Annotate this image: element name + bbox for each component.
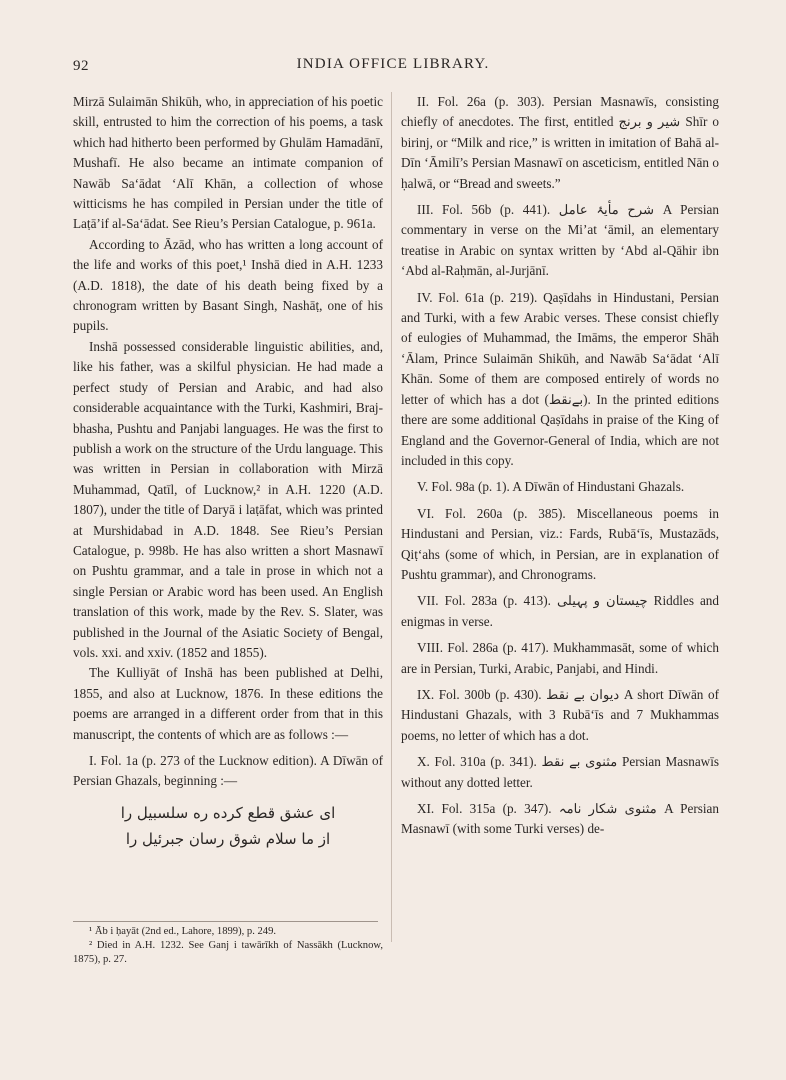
footnote-rule: [73, 921, 378, 922]
catalogue-entry: X. Fol. 310a (p. 341). مثنوی بے نقط Persian Masnawīs without any dotted letter.: [401, 754, 719, 790]
footnote-1: ¹ Āb i ḥayāt (2nd ed., Lahore, 1899), p. 249.: [89, 926, 277, 937]
paragraph: Mirzā Sulaimān Shikūh, who, in appreciation of his poetic skill, entrusted to him the correction of his poems, a task which had hitherto been performed by Ghulām Hamadānī, Mushafī. He also became an intimate companion of Nawāb Sa‘ādat ‘Alī Khān, a collection of whose witticisms he has compiled in Persian under the title of Laṭā’if al-Sa‘ādat. See Rieu’s Persian Catalogue, p. 961a.: [73, 94, 383, 232]
paragraph: According to Āzād, who has written a long account of the life and works of this poet,¹ Inshā died in A.H. 1233 (A.D. 1818), the date of his death being fixed by a chronogram written by Basant Singh, Nashāṭ, one of his pupils.: [73, 236, 383, 334]
page-number: 92: [73, 58, 89, 74]
persian-verse-line-1: ای عشق قطع کرده ره سلسبیل را: [120, 803, 336, 822]
catalogue-entry: XI. Fol. 315a (p. 347). مثنوی شکار نامہ A Persian Masnawī (with some Turki verses) de-: [401, 801, 719, 837]
left-column: [73, 92, 383, 852]
catalogue-entry: IV. Fol. 61a (p. 219). Qaṣīdahs in Hindustani, Persian and Turki, with a few Arabic verses. These consist chiefly of eulogies of Muhammad, the Imāms, the emperor Shāh ‘Ālam, Prince Sulaimān Shikūh, and Nawāb Sa‘ādat ‘Alī Khān. Some of them are composed entirely of words no letter of which has a dot (بےنقط). In the printed editions there are some additional Qaṣīdahs in praise of the King of England and the Governor-General of India, which are not included in this copy.: [401, 289, 719, 468]
catalogue-entry: V. Fol. 98a (p. 1). A Dīwān of Hindustani Ghazals.: [417, 479, 685, 495]
running-head: INDIA OFFICE LIBRARY.: [296, 56, 490, 72]
footnote-2: ² Died in A.H. 1232. See Ganj i tawārīkh of Nassākh (Lucknow, 1875), p. 27.: [73, 940, 383, 966]
catalogue-entry: IX. Fol. 300b (p. 430). دیوان بے نقط A short Dīwān of Hindustani Ghazals, with 3 Rubā‘īs and 7 Mukhammas poems, no letter of which has a dot.: [401, 686, 719, 743]
paragraph: I. Fol. 1a (p. 273 of the Lucknow edition). A Dīwān of Persian Ghazals, beginning :—: [73, 753, 383, 789]
catalogue-entry: VI. Fol. 260a (p. 385). Miscellaneous poems in Hindustani and Persian, viz.: Fards, Rubā‘īs, Mustazāds, Qiṭ‘ahs (some of which, in Persian, are in explanation of Pushtu grammar), and Chronograms.: [401, 505, 719, 582]
catalogue-entry: II. Fol. 26a (p. 303). Persian Masnawīs, consisting chiefly of anecdotes. The first, entitled شیر و برنج Shīr o birinj, or “Milk and rice,” is written in imitation of Bahā al-Dīn ‘Āmilī’s Persian Masnawī on asceticism, entitled Nān o ḥalwā, or “Bread and sweets.”: [401, 94, 720, 191]
paragraph: Inshā possessed considerable linguistic abilities, and, like his father, was a skilful physician. He had made a perfect study of Persian and Arabic, and had also considerable acquaintance with the Turki, Kashmiri, Braj-bhasha, Pushtu and Panjabi languages. He was the first to publish a work on the structure of the Urdu language. This was written in Persian in collaboration with Mirzā Muhammad, Qatīl, of Lucknow,² in A.H. 1220 (A.D. 1807), under the title of Daryā i laṭāfat, which was printed at Murshidabad in A.D. 1848. See Rieu’s Persian Catalogue, p. 998b. He has also written a short Masnawī on Pushtu grammar, and a tale in prose in which not a single Persian or Arabic word has been used. An English translation of this work, made by the Rev. S. Slater, was published in the Journal of the Asiatic Society of Bengal, vols. xxi. and xxiv. (1852 and 1855).: [73, 338, 383, 660]
catalogue-entry: VIII. Fol. 286a (p. 417). Mukhammasāt, some of which are in Persian, Turki, Arabic, Panjabi, and Hindi.: [401, 640, 719, 676]
paragraph: The Kulliyāt of Inshā has been published at Delhi, 1855, and also at Lucknow, 1876. In these editions the poems are arranged in a different order from that in this manuscript, the contents of which are as follows :—: [73, 665, 383, 742]
catalogue-entry: III. Fol. 56b (p. 441). شرح مأیۂ عامل A Persian commentary in verse on the Mi’at ‘āmil, an elementary treatise in Arabic on syntax written by ‘Abd al-Qāhir ibn ‘Abd al-Raḥmān, al-Jurjānī.: [401, 202, 719, 279]
footnotes: [73, 925, 383, 968]
column-divider: [391, 92, 392, 942]
persian-verse-line-2: از ما سلام شوق رسان جبرئیل را: [125, 829, 331, 848]
right-column: [401, 92, 719, 846]
catalogue-entry: VII. Fol. 283a (p. 413). چیستان و پہیلی Riddles and enigmas in verse.: [401, 593, 719, 629]
